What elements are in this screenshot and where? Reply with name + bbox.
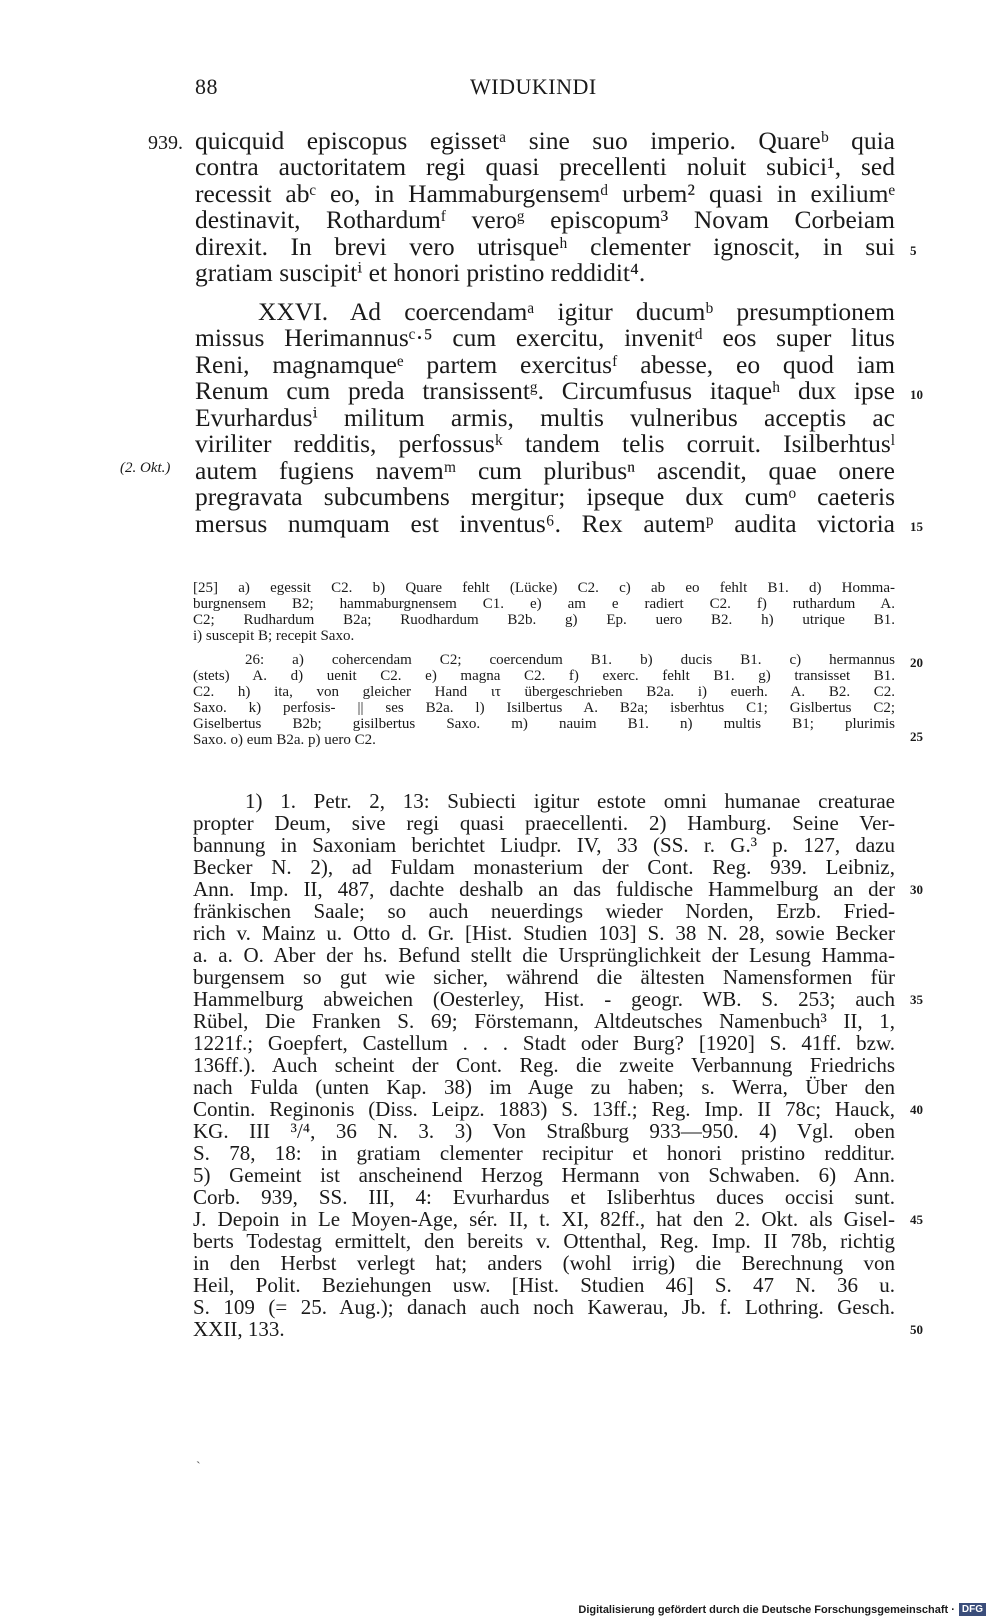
apparatus-line: [25] a) egessit C2. b) Quare fehlt (Lücke) C2. c) ab eo fehlt B1. d) Homma- xyxy=(193,580,895,596)
main-line: Evurhardusⁱ militum armis, multis vulneribus acceptis ac xyxy=(195,403,895,432)
digitization-credit xyxy=(578,1603,986,1616)
dfg-logo: DFG xyxy=(959,1603,986,1616)
apparatus-line: (stets) A. d) uenit C2. e) magna C2. f) exerc. fehlt B1. g) transisset B1. xyxy=(193,668,895,684)
apparatus-line: Saxo. o) eum B2a. p) uero C2. xyxy=(193,732,376,748)
apparatus-line: 26: a) cohercendam C2; coercendum B1. b) ducis B1. c) hermannus xyxy=(245,652,895,668)
note-line: 1) 1. Petr. 2, 13: Subiecti igitur estote omni humanae creaturae xyxy=(245,789,895,813)
line-number: 50 xyxy=(910,1322,923,1337)
line-number: 30 xyxy=(910,882,923,897)
line-number: 45 xyxy=(910,1212,923,1227)
note-line: 136ff.). Auch scheint der Cont. Reg. die zweite Verbannung Friedrichs xyxy=(193,1053,895,1077)
note-line: a. a. O. Aber der hs. Befund stellt die Ursprünglichkeit der Lesung Hamma- xyxy=(193,943,895,967)
apparatus-line: Saxo. k) perfosis- || ses B2a. l) Isilbertus A. B2a; isberhtus C1; Gislbertus C2; xyxy=(193,700,895,716)
main-line: Reni, magnamqueᵉ partem exercitusᶠ abesse, eo quod iam xyxy=(195,350,895,379)
note-line: fränkischen Saale; so auch neuerdings wieder Norden, Erzb. Fried- xyxy=(193,899,895,923)
note-line: J. Depoin in Le Moyen-Age, sér. II, t. XI, 82ff., hat den 2. Okt. als Gisel- xyxy=(193,1207,895,1231)
note-line: KG. III ³/⁴, 36 N. 3. 3) Von Straßburg 933—950. 4) Vgl. oben xyxy=(193,1119,895,1143)
main-line: missus Herimannusᶜ·⁵ cum exercitu, invenitᵈ eos super litus xyxy=(195,323,895,352)
main-line: quicquid episcopus egissetᵃ sine suo imperio. Quareᵇ quia xyxy=(195,126,895,155)
main-line: Renum cum preda transissentᵍ. Circumfusus itaqueʰ dux ipse xyxy=(195,376,895,405)
note-line: Corb. 939, SS. III, 4: Evurhardus et Isliberhtus duces occisi sunt. xyxy=(193,1185,895,1209)
line-number: 35 xyxy=(910,992,923,1007)
note-line: burgensem so gut wie sicher, während die ältesten Namensformen für xyxy=(193,965,895,989)
main-line: XXVI. Ad coercendamᵃ igitur ducumᵇ presumptionem xyxy=(258,297,895,326)
year-marker: 939. xyxy=(148,132,183,154)
margin-date-note: (2. Okt.) xyxy=(120,460,171,476)
apparatus-line: C2; Rudhardum B2a; Ruodhardum B2b. g) Ep. uero B2. h) utrique B1. xyxy=(193,612,895,628)
note-line: nach Fulda (unten Kap. 38) im Auge zu haben; s. Werra, Über den xyxy=(193,1075,895,1099)
line-number: 40 xyxy=(910,1102,923,1117)
main-line: contra auctoritatem regi quasi precellenti noluit subici¹, sed xyxy=(195,152,895,181)
line-number: 25 xyxy=(910,729,923,744)
apparatus-line: Giselbertus B2b; gisilbertus Saxo. m) nauim B1. n) multis B1; plurimis xyxy=(193,716,895,732)
note-line: 5) Gemeint ist anscheinend Herzog Hermann von Schwaben. 6) Ann. xyxy=(193,1163,895,1187)
main-line: mersus numquam est inventus⁶. Rex autemᵖ audita victoria xyxy=(195,509,895,538)
main-line: direxit. In brevi vero utrisqueʰ clementer ignoscit, in sui xyxy=(195,232,895,261)
note-line: S. 78, 18: in gratiam clementer recipitur et honori pristino redditur. xyxy=(193,1141,895,1165)
page-number: 88 xyxy=(195,74,218,99)
note-line: Heil, Polit. Beziehungen usw. [Hist. Studien 46] S. 47 N. 36 u. xyxy=(193,1273,895,1297)
note-line: rich v. Mainz u. Otto d. Gr. [Hist. Studien 103] S. 38 N. 28, sowie Becker xyxy=(193,921,895,945)
line-number: 15 xyxy=(910,519,923,534)
note-line: XXII, 133. xyxy=(193,1317,285,1341)
note-line: Becker N. 2), ad Fuldam monasterium der Cont. Reg. 939. Leibniz, xyxy=(193,855,895,879)
main-line: autem fugiens navemᵐ cum pluribusⁿ ascendit, quae onere xyxy=(195,456,895,485)
stray-mark: ` xyxy=(196,1460,201,1475)
note-line: Contin. Reginonis (Diss. Leipz. 1883) S. 13ff.; Reg. Imp. II 78c; Hauck, xyxy=(193,1097,895,1121)
main-line: gratiam suscipitⁱ et honori pristino reddidit⁴. xyxy=(195,258,646,287)
main-line: pregravata subcumbens mergitur; ipseque dux cumᵒ caeteris xyxy=(195,482,895,511)
main-line: viriliter redditis, perfossusᵏ tandem telis corruit. Isilberhtusˡ xyxy=(195,429,895,458)
main-line: destinavit, Rothardumᶠ veroᵍ episcopum³ Novam Corbeiam xyxy=(195,205,895,234)
note-line: S. 109 (= 25. Aug.); danach auch noch Kawerau, Jb. f. Lothring. Gesch. xyxy=(193,1295,895,1319)
main-line: recessit abᶜ eo, in Hammaburgensemᵈ urbem² quasi in exiliumᵉ xyxy=(195,179,895,208)
running-title: WIDUKINDI xyxy=(470,74,597,99)
apparatus-line: i) suscepit B; recepit Saxo. xyxy=(193,628,355,644)
note-line: bannung in Saxoniam berichtet Liudpr. IV, 33 (SS. r. G.³ p. 127, dazu xyxy=(193,833,895,857)
note-line: Hammelburg abweichen (Oesterley, Hist. - geogr. WB. S. 253; auch xyxy=(193,987,895,1011)
credit-text: Digitalisierung gefördert durch die Deutsche Forschungsgemeinschaft · xyxy=(578,1603,955,1616)
apparatus-line: burgnensem B2; hammaburgnensem C1. e) am e radiert C2. f) ruthardum A. xyxy=(193,596,895,612)
apparatus-line: C2. h) ita, von gleicher Hand ιτ übergeschrieben B2a. i) euerh. A. B2. C2. xyxy=(193,684,895,700)
note-line: Rübel, Die Franken S. 69; Förstemann, Altdeutsches Namenbuch³ II, 1, xyxy=(193,1009,895,1033)
line-number: 5 xyxy=(910,243,917,258)
note-line: berts Todestag ermittelt, den bereits v. Ottenthal, Reg. Imp. II 78b, richtig xyxy=(193,1229,895,1253)
note-line: propter Deum, sive regi quasi praecellenti. 2) Hamburg. Seine Ver- xyxy=(193,811,895,835)
note-line: 1221f.; Goepfert, Castellum . . . Stadt oder Burg? [1920] S. 41ff. bzw. xyxy=(193,1031,895,1055)
note-line: in den Herbst verlegt hat; anders (wohl irrig) die Berechnung von xyxy=(193,1251,895,1275)
line-number: 20 xyxy=(910,655,923,670)
note-line: Ann. Imp. II, 487, dachte deshalb an das fuldische Hammelburg an der xyxy=(193,877,895,901)
line-number: 10 xyxy=(910,387,923,402)
